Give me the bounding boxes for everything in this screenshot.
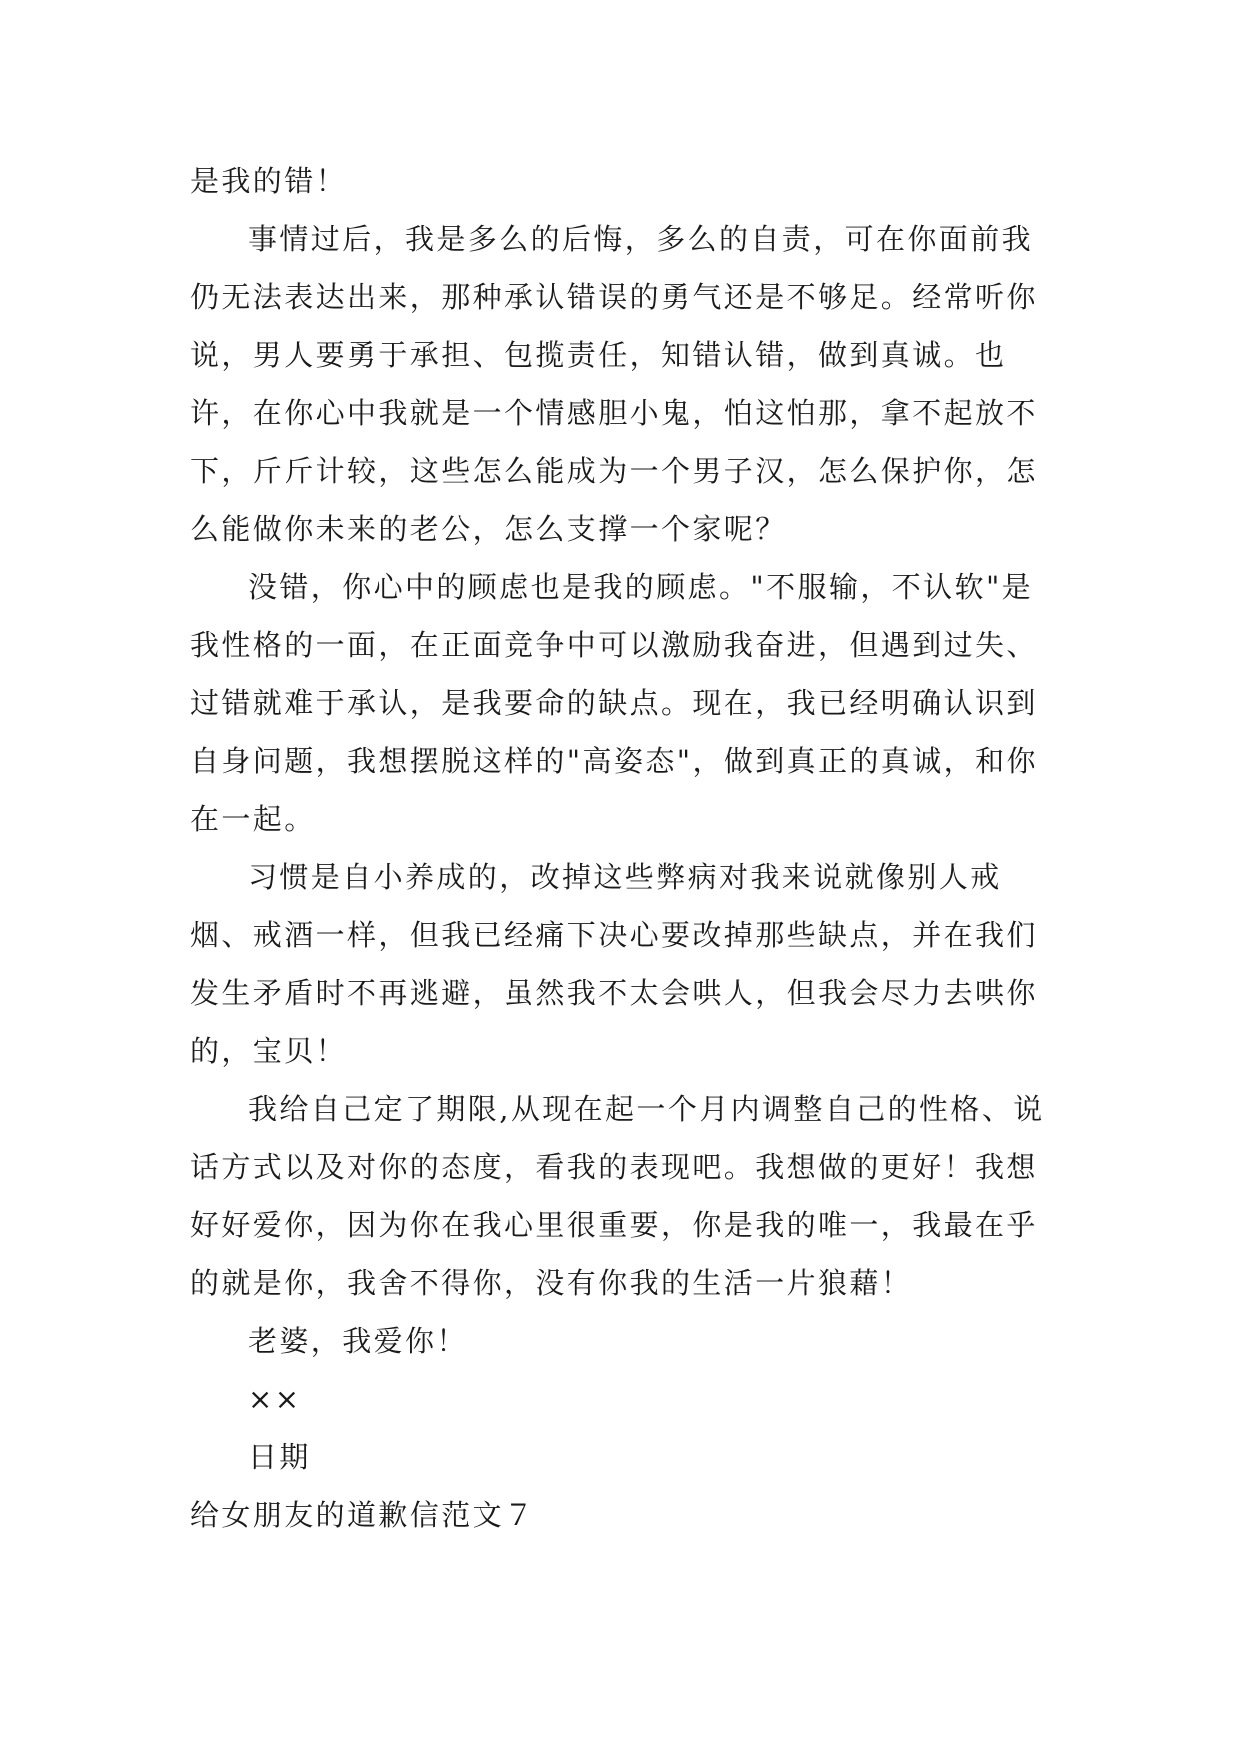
signature: ×× — [248, 1382, 302, 1416]
paragraph-self-reflection: 没错，你心中的顾虑也是我的顾虑。"不服输，不认软"是我性格的一面，在正面竞争中可以激励我奋进，但遇到过失、过错就难于承认，是我要命的缺点。现在，我已经明确认识到自身问题，我想摆脱这样的"高姿态"，做到真正的真诚，和你在一起。 — [190, 570, 1038, 836]
date-line: 日期 — [248, 1440, 311, 1474]
closing-line: 老婆，我爱你！ — [248, 1324, 468, 1358]
paragraph-regret: 事情过后，我是多么的后悔，多么的自责，可在你面前我仍无法表达出来，那种承认错误的勇气还是不够足。经常听你说，男人要勇于承担、包揽责任，知错认错，做到真诚。也许，在你心中我就是一个情感胆小鬼，怕这怕那，拿不起放不下，斤斤计较，这些怎么能成为一个男子汉，怎么保护你，怎么能做你未来的老公，怎么支撑一个家呢？ — [190, 222, 1038, 546]
paragraph-habits: 习惯是自小养成的，改掉这些弊病对我来说就像别人戒烟、戒酒一样，但我已经痛下决心要改掉那些缺点，并在我们发生矛盾时不再逃避，虽然我不太会哄人，但我会尽力去哄你的，宝贝！ — [190, 860, 1038, 1068]
paragraph-promise: 我给自己定了期限,从现在起一个月内调整自己的性格、说话方式以及对你的态度，看我的表现吧。我想做的更好！我想好好爱你，因为你在我心里很重要，你是我的唯一，我最在乎的就是你，我舍不得你，没有你我的生活一片狼藉！ — [190, 1092, 1045, 1300]
paragraph-continuation: 是我的错！ — [190, 164, 348, 198]
letter-body — [190, 152, 1050, 1544]
next-section-heading: 给女朋友的道歉信范文７ — [190, 1498, 536, 1532]
